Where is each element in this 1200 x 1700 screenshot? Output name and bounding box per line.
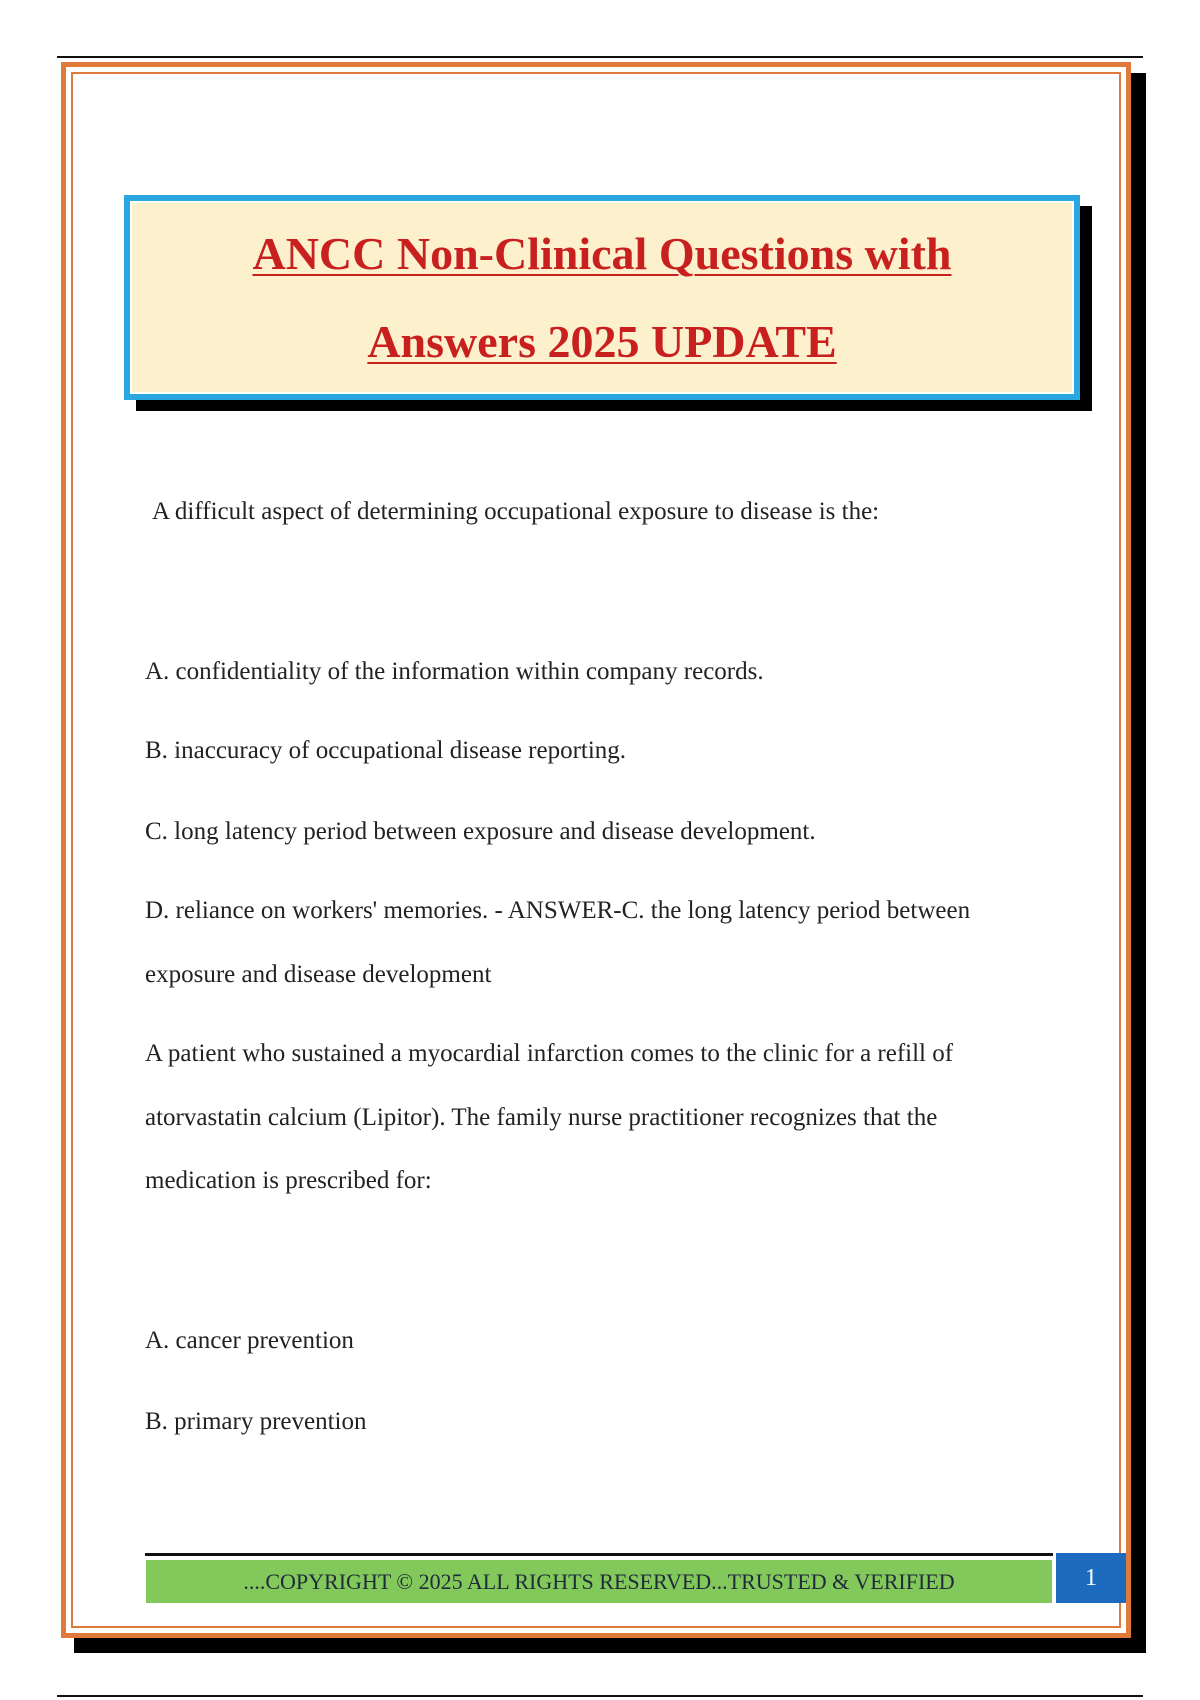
question-2-stem-line-1: A patient who sustained a myocardial infarction comes to the clinic for a refill of	[145, 1040, 954, 1067]
question-1-answer-continued: exposure and disease development	[145, 961, 492, 988]
page-number	[1056, 1553, 1126, 1603]
question-2-stem-line-2: atorvastatin calcium (Lipitor). The family nurse practitioner recognizes that the	[145, 1104, 938, 1131]
bottom-rule	[57, 1695, 1143, 1697]
question-1-option-b: B. inaccuracy of occupational disease reporting.	[145, 737, 627, 764]
question-1-option-c: C. long latency period between exposure and disease development.	[145, 818, 816, 845]
question-1-option-d: D. reliance on workers' memories. - ANSWER-C. the long latency period between	[145, 897, 971, 924]
question-2-option-a: A. cancer prevention	[145, 1327, 354, 1354]
document-title-line-2: Answers 2025 UPDATE	[367, 315, 837, 367]
title-box	[124, 195, 1080, 400]
question-2-stem-line-3: medication is prescribed for:	[145, 1167, 432, 1194]
footer-copyright-text: ....COPYRIGHT © 2025 ALL RIGHTS RESERVED...TRUSTED & VERIFIED	[243, 1568, 955, 1594]
document-title-line-1: ANCC Non-Clinical Questions with	[252, 227, 952, 279]
question-1-stem: A difficult aspect of determining occupational exposure to disease is the:	[152, 498, 880, 525]
top-rule	[57, 56, 1143, 58]
question-2-option-b: B. primary prevention	[145, 1408, 367, 1435]
page-number-text: 1	[1085, 1564, 1097, 1591]
footer-rule	[145, 1553, 1053, 1556]
footer-copyright-bar	[146, 1560, 1052, 1603]
title-box-inner	[130, 201, 1074, 394]
question-1-option-a: A. confidentiality of the information within company records.	[145, 658, 764, 685]
